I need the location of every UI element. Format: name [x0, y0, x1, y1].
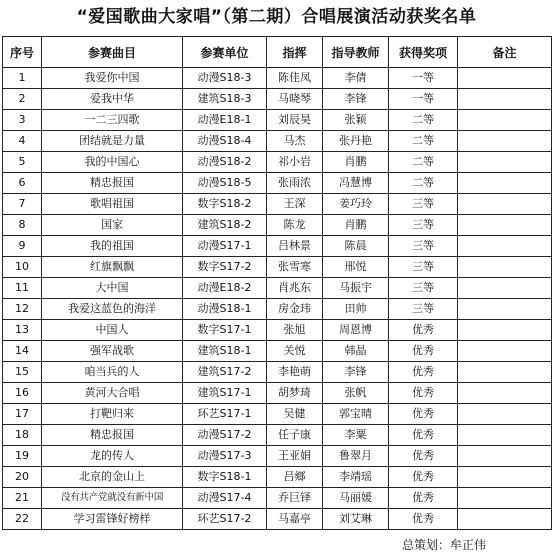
cell-teacher: 马振宇	[323, 278, 389, 299]
cell-song: 大中国	[42, 278, 183, 299]
table-row	[3, 299, 552, 320]
cell-unit: 建筑S18-3	[183, 89, 267, 110]
cell-award: 优秀	[389, 341, 458, 362]
cell-song: 龙的传人	[42, 446, 183, 467]
cell-teacher: 郭宝晴	[323, 404, 389, 425]
header-song: 参赛曲目	[42, 37, 183, 68]
cell-no: 7	[3, 194, 42, 215]
cell-song: 国家	[42, 215, 183, 236]
cell-award: 三等	[389, 236, 458, 257]
cell-award: 三等	[389, 299, 458, 320]
cell-teacher: 冯慧博	[323, 173, 389, 194]
cell-unit: 动漫S17-1	[183, 236, 267, 257]
cell-song: 我的中国心	[42, 152, 183, 173]
cell-teacher: 李靖瑶	[323, 467, 389, 488]
cell-teacher: 周恩博	[323, 320, 389, 341]
cell-conductor: 刘辰昊	[267, 110, 323, 131]
cell-unit: 动漫S17-2	[183, 425, 267, 446]
table-row	[3, 362, 552, 383]
cell-teacher: 肖鹏	[323, 152, 389, 173]
cell-award: 二等	[389, 131, 458, 152]
cell-unit: 动漫S18-2	[183, 152, 267, 173]
cell-conductor: 张雨浓	[267, 173, 323, 194]
cell-unit: 动漫S18-4	[183, 131, 267, 152]
cell-award: 优秀	[389, 446, 458, 467]
cell-unit: 数字S17-1	[183, 320, 267, 341]
cell-unit: 建筑S17-1	[183, 383, 267, 404]
cell-conductor: 陈龙	[267, 215, 323, 236]
cell-award: 三等	[389, 257, 458, 278]
cell-award: 优秀	[389, 467, 458, 488]
cell-teacher: 张帆	[323, 383, 389, 404]
cell-note	[458, 404, 552, 425]
cell-unit: 建筑S18-2	[183, 215, 267, 236]
cell-award: 三等	[389, 215, 458, 236]
table-row	[3, 131, 552, 152]
cell-note	[458, 215, 552, 236]
cell-teacher: 马丽媛	[323, 488, 389, 509]
cell-unit: 动漫S17-4	[183, 488, 267, 509]
cell-note	[458, 89, 552, 110]
cell-conductor: 陈佳凤	[267, 68, 323, 89]
cell-note	[458, 341, 552, 362]
header-note: 备注	[458, 37, 552, 68]
cell-unit: 动漫E18-2	[183, 278, 267, 299]
cell-conductor: 王深	[267, 194, 323, 215]
cell-song: 没有共产党就没有新中国	[42, 488, 183, 509]
cell-teacher: 田帅	[323, 299, 389, 320]
cell-teacher: 鲁翠月	[323, 446, 389, 467]
cell-conductor: 任子康	[267, 425, 323, 446]
cell-conductor: 张旭	[267, 320, 323, 341]
header-unit: 参赛单位	[183, 37, 267, 68]
cell-note	[458, 110, 552, 131]
cell-teacher: 陈晨	[323, 236, 389, 257]
cell-no: 13	[3, 320, 42, 341]
cell-teacher: 邢悦	[323, 257, 389, 278]
table-row	[3, 89, 552, 110]
cell-note	[458, 257, 552, 278]
cell-conductor: 李艳萌	[267, 362, 323, 383]
cell-note	[458, 152, 552, 173]
cell-award: 二等	[389, 110, 458, 131]
cell-award: 一等	[389, 89, 458, 110]
cell-note	[458, 425, 552, 446]
cell-note	[458, 488, 552, 509]
cell-note	[458, 194, 552, 215]
header-award: 获得奖项	[389, 37, 458, 68]
cell-song: 中国人	[42, 320, 183, 341]
cell-teacher: 李粟	[323, 425, 389, 446]
cell-song: 咱当兵的人	[42, 362, 183, 383]
cell-no: 8	[3, 215, 42, 236]
cell-no: 16	[3, 383, 42, 404]
cell-note	[458, 68, 552, 89]
cell-award: 一等	[389, 68, 458, 89]
cell-note	[458, 383, 552, 404]
cell-conductor: 肖兆东	[267, 278, 323, 299]
table-row	[3, 383, 552, 404]
cell-conductor: 王亚娟	[267, 446, 323, 467]
table-row	[3, 278, 552, 299]
table-row	[3, 488, 552, 509]
cell-no: 11	[3, 278, 42, 299]
cell-no: 21	[3, 488, 42, 509]
cell-no: 22	[3, 509, 42, 530]
cell-note	[458, 299, 552, 320]
cell-no: 20	[3, 467, 42, 488]
cell-conductor: 张雪寒	[267, 257, 323, 278]
cell-song: 我爱这蓝色的海洋	[42, 299, 183, 320]
cell-song: 一二三四歌	[42, 110, 183, 131]
cell-unit: 环艺S17-2	[183, 509, 267, 530]
cell-conductor: 吕林景	[267, 236, 323, 257]
cell-song: 打靶归来	[42, 404, 183, 425]
cell-note	[458, 362, 552, 383]
cell-conductor: 吕鄉	[267, 467, 323, 488]
cell-conductor: 乔巨铎	[267, 488, 323, 509]
cell-no: 2	[3, 89, 42, 110]
cell-teacher: 刘艾琳	[323, 509, 389, 530]
cell-unit: 动漫S17-3	[183, 446, 267, 467]
cell-song: 精忠报国	[42, 173, 183, 194]
table-row	[3, 257, 552, 278]
table-row	[3, 110, 552, 131]
cell-song: 我的祖国	[42, 236, 183, 257]
cell-teacher: 张丹艳	[323, 131, 389, 152]
cell-conductor: 马晓琴	[267, 89, 323, 110]
cell-no: 5	[3, 152, 42, 173]
cell-note	[458, 509, 552, 530]
cell-no: 19	[3, 446, 42, 467]
cell-song: 北京的金山上	[42, 467, 183, 488]
table-row	[3, 404, 552, 425]
table-row	[3, 152, 552, 173]
cell-song: 爱我中华	[42, 89, 183, 110]
header-no: 序号	[3, 37, 42, 68]
cell-conductor: 关悦	[267, 341, 323, 362]
cell-teacher: 肖鹏	[323, 215, 389, 236]
cell-teacher: 李锋	[323, 89, 389, 110]
cell-no: 1	[3, 68, 42, 89]
cell-award: 三等	[389, 194, 458, 215]
cell-song: 黄河大合唱	[42, 383, 183, 404]
cell-award: 优秀	[389, 383, 458, 404]
cell-award: 优秀	[389, 425, 458, 446]
cell-no: 15	[3, 362, 42, 383]
cell-song: 强军战歌	[42, 341, 183, 362]
cell-award: 优秀	[389, 362, 458, 383]
table-row	[3, 509, 552, 530]
cell-unit: 建筑S17-2	[183, 362, 267, 383]
table-row	[3, 425, 552, 446]
cell-unit: 动漫S18-5	[183, 173, 267, 194]
cell-teacher: 李锋	[323, 362, 389, 383]
cell-teacher: 姜巧玲	[323, 194, 389, 215]
cell-note	[458, 173, 552, 194]
cell-unit: 数字S18-2	[183, 194, 267, 215]
cell-award: 优秀	[389, 320, 458, 341]
cell-unit: 环艺S17-1	[183, 404, 267, 425]
header-teacher: 指导教师	[323, 37, 389, 68]
cell-song: 团结就是力量	[42, 131, 183, 152]
cell-unit: 数字S18-1	[183, 467, 267, 488]
cell-note	[458, 236, 552, 257]
cell-song: 精忠报国	[42, 425, 183, 446]
cell-conductor: 祁小岩	[267, 152, 323, 173]
cell-song: 红旗飘飘	[42, 257, 183, 278]
cell-teacher: 李倩	[323, 68, 389, 89]
cell-unit: 动漫S18-3	[183, 68, 267, 89]
cell-no: 18	[3, 425, 42, 446]
cell-note	[458, 467, 552, 488]
cell-unit: 建筑S18-1	[183, 341, 267, 362]
cell-song: 歌唱祖国	[42, 194, 183, 215]
cell-no: 6	[3, 173, 42, 194]
table-row	[3, 446, 552, 467]
cell-unit: 动漫S18-1	[183, 299, 267, 320]
table-row	[3, 68, 552, 89]
document-title: “爱国歌曲大家唱”（第二期）合唱展演活动获奖名单	[76, 7, 477, 27]
cell-award: 二等	[389, 173, 458, 194]
cell-song: 我爱你中国	[42, 68, 183, 89]
table-row	[3, 194, 552, 215]
table-row	[3, 215, 552, 236]
cell-no: 17	[3, 404, 42, 425]
cell-unit: 数字S17-2	[183, 257, 267, 278]
cell-conductor: 房金玮	[267, 299, 323, 320]
cell-conductor: 马杰	[267, 131, 323, 152]
table-row	[3, 467, 552, 488]
cell-no: 10	[3, 257, 42, 278]
cell-note	[458, 320, 552, 341]
cell-no: 4	[3, 131, 42, 152]
cell-award: 优秀	[389, 404, 458, 425]
cell-award: 优秀	[389, 488, 458, 509]
cell-no: 3	[3, 110, 42, 131]
cell-no: 12	[3, 299, 42, 320]
table-body	[3, 68, 552, 530]
table-row	[3, 236, 552, 257]
cell-award: 三等	[389, 278, 458, 299]
cell-conductor: 胡梦琦	[267, 383, 323, 404]
cell-conductor: 马嘉亭	[267, 509, 323, 530]
cell-unit: 动漫E18-1	[183, 110, 267, 131]
footer-organizer: 总策划：牟正伟	[402, 538, 487, 552]
table-row	[3, 341, 552, 362]
cell-conductor: 吴健	[267, 404, 323, 425]
cell-note	[458, 446, 552, 467]
awards-table	[2, 36, 552, 530]
table-row	[3, 173, 552, 194]
table-row	[3, 320, 552, 341]
cell-teacher: 韩晶	[323, 341, 389, 362]
header-conductor: 指挥	[267, 37, 323, 68]
cell-no: 9	[3, 236, 42, 257]
cell-teacher: 张颖	[323, 110, 389, 131]
header-row	[3, 37, 552, 68]
cell-no: 14	[3, 341, 42, 362]
cell-note	[458, 131, 552, 152]
cell-award: 优秀	[389, 509, 458, 530]
cell-song: 学习雷锋好榜样	[42, 509, 183, 530]
cell-note	[458, 278, 552, 299]
cell-award: 二等	[389, 152, 458, 173]
